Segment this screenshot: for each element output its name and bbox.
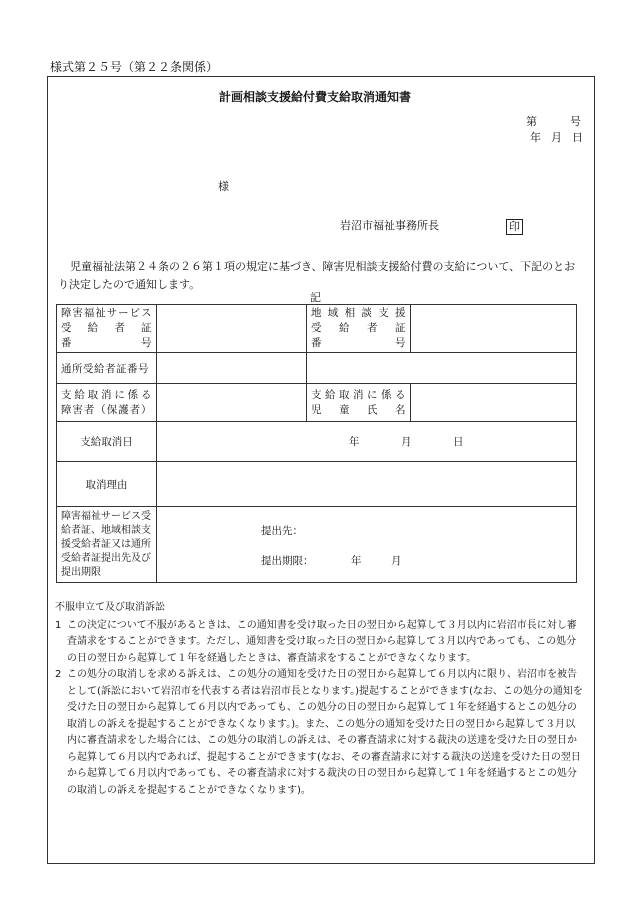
issuer-name: 岩沼市福祉事務所長 (340, 219, 439, 232)
intro-paragraph: 児童福祉法第２４条の２６第１項の規定に基づき、障害児相談支援給付費の支給について、下記のとおり決定したので通知します。 (58, 260, 576, 291)
appeal-heading: 不服申立て及び取消訴訟 (55, 602, 165, 613)
appeal-notice (55, 600, 583, 799)
guardian-value (157, 384, 307, 422)
child-name-label: 支給取消に係る 児 童 氏 名 (307, 384, 411, 422)
ki-heading: 記 (310, 291, 321, 304)
daycare-cert-blank (307, 353, 577, 384)
doc-number-go: 号 (570, 115, 581, 128)
cancel-date-label: 支給取消日 (57, 422, 157, 462)
cancel-date-value (157, 422, 577, 462)
cancel-reason-value (157, 462, 577, 507)
notice-table (56, 304, 577, 583)
submission-deadline: 提出期限： (261, 554, 314, 567)
appeal-item: 1 この決定について不服があるときは、この通知書を受け取った日の翌日から起算して３月以内に岩沼市長に対し審査請求をすることができます。ただし、通知書を受け取った日の翌日から起算して３月以内であっても、この処分の日の翌日から起算して１年を経過したときは、審査請求をすることができなくなります。 (55, 619, 577, 664)
seal-mark: 印 (506, 219, 523, 235)
submission-label: 障害福祉サービス受 給者証、地域相談支 援受給者証又は通所 受給者証提出先及び 提出期限 (57, 507, 157, 583)
doc-number-dai: 第 (526, 115, 537, 128)
cancel-date-day: 日 (453, 435, 464, 448)
submission-dest: 提出先： (261, 524, 303, 537)
date-month: 月 (551, 131, 562, 144)
form-label: 様式第２５号（第２２条関係） (50, 60, 219, 74)
appeal-item: 2 この処分の取消しを求める訴えは、この処分の通知を受けた日の翌日から起算して６月以内に限り、岩沼市を被告として(訴訟において岩沼市を代表する者は岩沼市長となります。)提起することができます(なお、この処分の通知を受けた日の翌日から起算して６月以内であっても、この処分の日の翌日から起算して１年を経過するとこの処分の取消しの訴えを提起することができなくなります。)。また、この処分の通知を受けた日の翌日から起算して３月以内に審査請求をした場合には、この処分の取消しの訴えは、その審査請求に対する裁決の送達を受けた日の翌日から起算して６月以内であれば、提起することができます(なお、その審査請求に対する裁決の送達を受けた日の翌日から起算して６月以内であっても、その審査請求に対する裁決の日の翌日から起算して１年を経過するとこの処分の取消しの訴えを提起することができなくなります)。 (55, 669, 583, 796)
community-cert-number-cells (411, 305, 577, 353)
daycare-cert-number-cells (157, 353, 307, 384)
child-name-value (411, 384, 577, 422)
date-day: 日 (572, 131, 583, 144)
community-cert-label: 地域相談支援 受 給 者 証 番 号 (307, 305, 411, 353)
daycare-cert-label: 通所受給者証番号 (57, 353, 157, 384)
recipient-suffix: 様 (218, 180, 229, 193)
guardian-label: 支給取消に係る 障害者（保護者） (57, 384, 157, 422)
cancel-date-month: 月 (401, 435, 412, 448)
document-title: 計画相談支援給付費支給取消通知書 (218, 90, 411, 104)
cancel-reason-label: 取消理由 (57, 462, 157, 507)
cancel-date-year: 年 (349, 435, 360, 448)
service-cert-label: 障害福祉サービス 受 給 者 証 番 号 (57, 305, 157, 353)
date-year: 年 (530, 131, 541, 144)
submission-year: 年 (351, 554, 362, 567)
submission-month: 月 (391, 554, 402, 567)
submission-value (157, 507, 577, 583)
service-cert-number-cells (157, 305, 307, 353)
